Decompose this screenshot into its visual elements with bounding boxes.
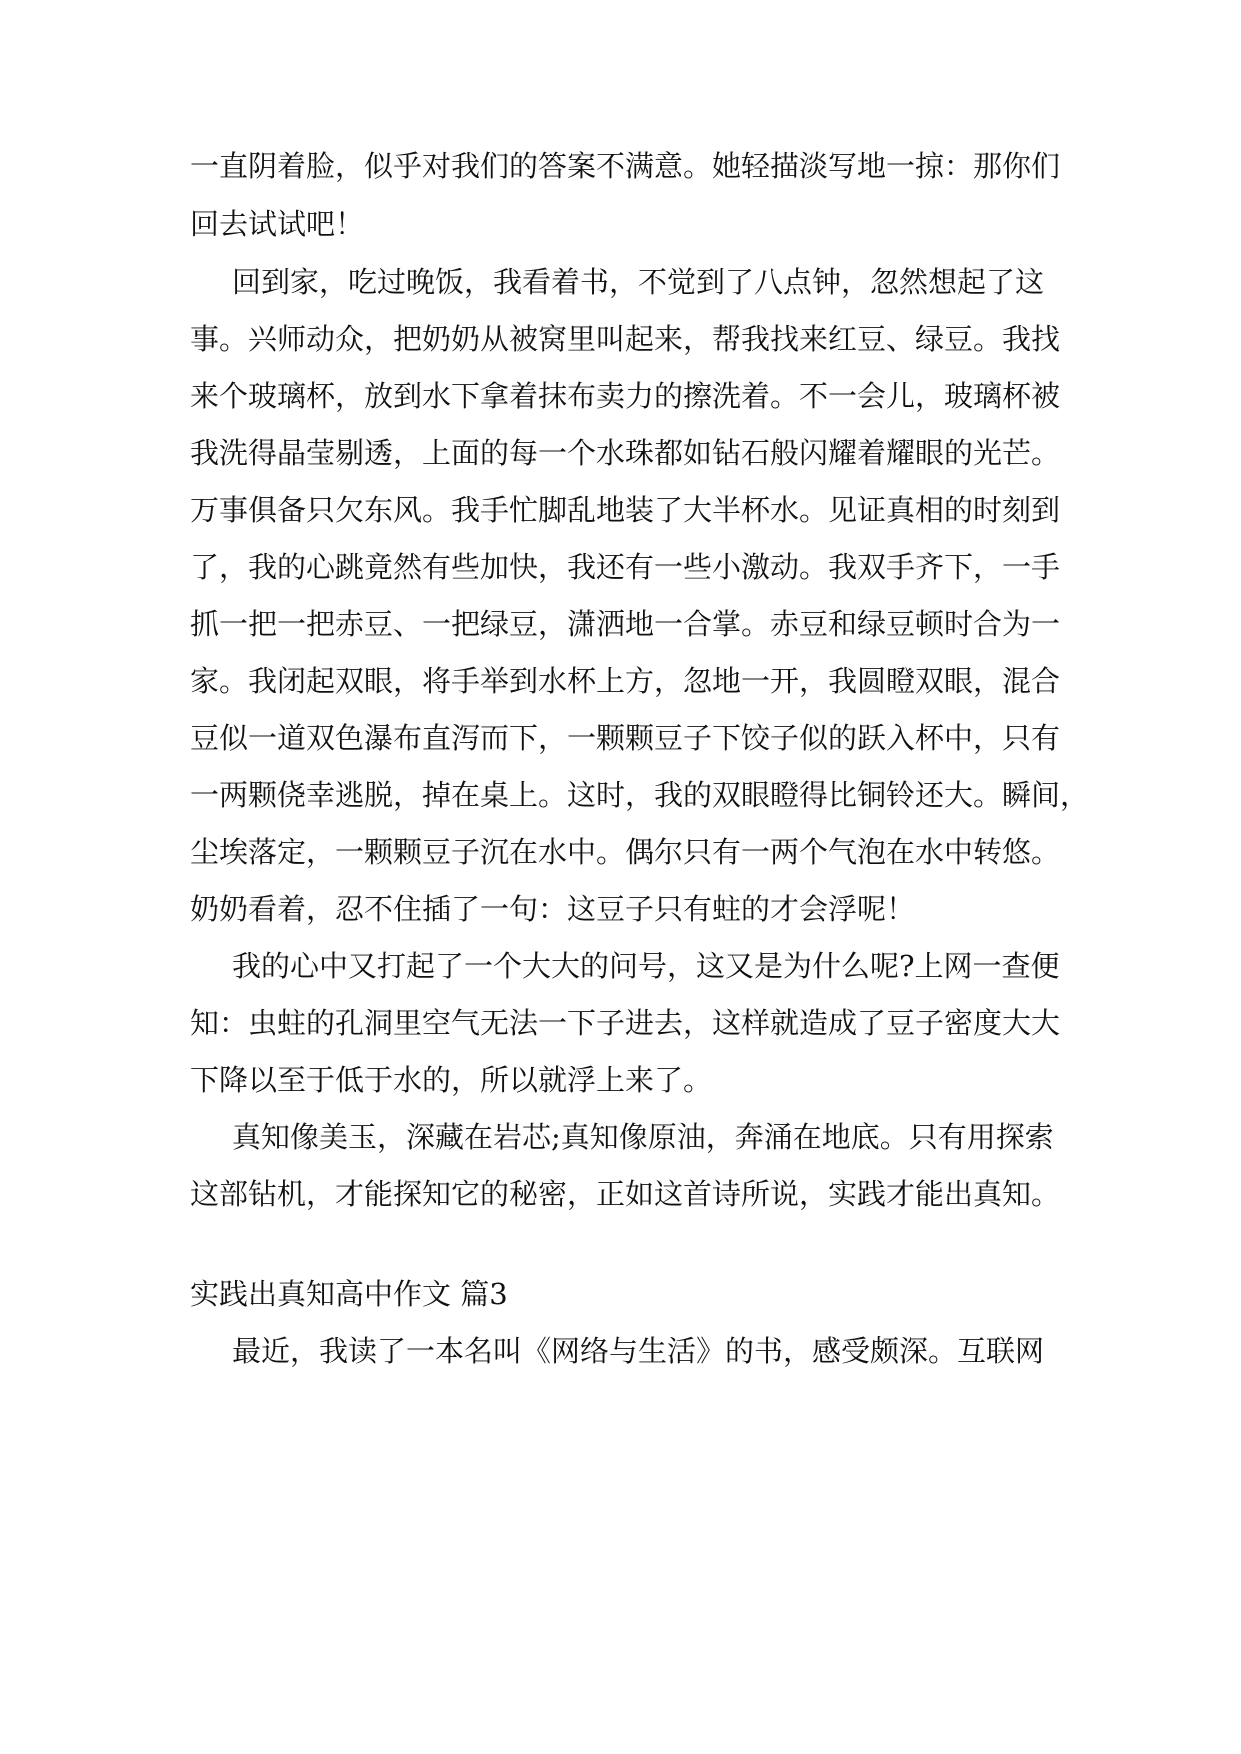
text-line-7: 万事俱备只欠东风。我手忙脚乱地装了大半杯水。见证真相的时刻到 — [190, 493, 1061, 527]
paragraph-start-line-18: 真知像美玉，深藏在岩芯;真知像原油，奔涌在地底。只有用探索 — [232, 1120, 1054, 1154]
text-line-19: 这部钻机，才能探知它的秘密，正如这首诗所说，实践才能出真知。 — [190, 1177, 1061, 1211]
paragraph-start-line-15: 我的心中又打起了一个大大的问号，这又是为什么呢?上网一查便 — [232, 949, 1060, 983]
paragraph-start-line-21: 最近，我读了一本名叫《网络与生活》的书，感受颇深。互联网 — [232, 1334, 1045, 1368]
text-line-8: 了，我的心跳竟然有些加快，我还有一些小激动。我双手齐下，一手 — [190, 550, 1061, 584]
section-title: 实践出真知高中作文 篇3 — [190, 1277, 508, 1311]
text-line-13: 尘埃落定，一颗颗豆子沉在水中。偶尔只有一两个气泡在水中转悠。 — [190, 835, 1061, 869]
text-line-17: 下降以至于低于水的，所以就浮上来了。 — [190, 1063, 713, 1097]
text-line-10: 家。我闭起双眼，将手举到水杯上方，忽地一开，我圆瞪双眼，混合 — [190, 664, 1061, 698]
text-line-2: 回去试试吧！ — [190, 207, 365, 241]
text-line-6: 我洗得晶莹剔透，上面的每一个水珠都如钻石般闪耀着耀眼的光芒。 — [190, 436, 1061, 470]
text-line-1: 一直阴着脸，似乎对我们的答案不满意。她轻描淡写地一掠：那你们 — [190, 149, 1061, 183]
text-line-16: 知：虫蛀的孔洞里空气无法一下子进去，这样就造成了豆子密度大大 — [190, 1006, 1061, 1040]
text-line-5: 来个玻璃杯，放到水下拿着抹布卖力的擦洗着。不一会儿，玻璃杯被 — [190, 379, 1061, 413]
text-line-11: 豆似一道双色瀑布直泻而下，一颗颗豆子下饺子似的跃入杯中，只有 — [190, 721, 1061, 755]
text-line-9: 抓一把一把赤豆、一把绿豆，潇洒地一合掌。赤豆和绿豆顿时合为一 — [190, 607, 1061, 641]
paragraph-start-line-3: 回到家，吃过晚饭，我看着书，不觉到了八点钟，忽然想起了这 — [232, 265, 1045, 299]
text-line-4: 事。兴师动众，把奶奶从被窝里叫起来，帮我找来红豆、绿豆。我找 — [190, 322, 1061, 356]
text-line-12: 一两颗侥幸逃脱，掉在桌上。这时，我的双眼瞪得比铜铃还大。瞬间， — [190, 778, 1090, 812]
text-line-14: 奶奶看着，忍不住插了一句：这豆子只有蛀的才会浮呢！ — [190, 892, 916, 926]
